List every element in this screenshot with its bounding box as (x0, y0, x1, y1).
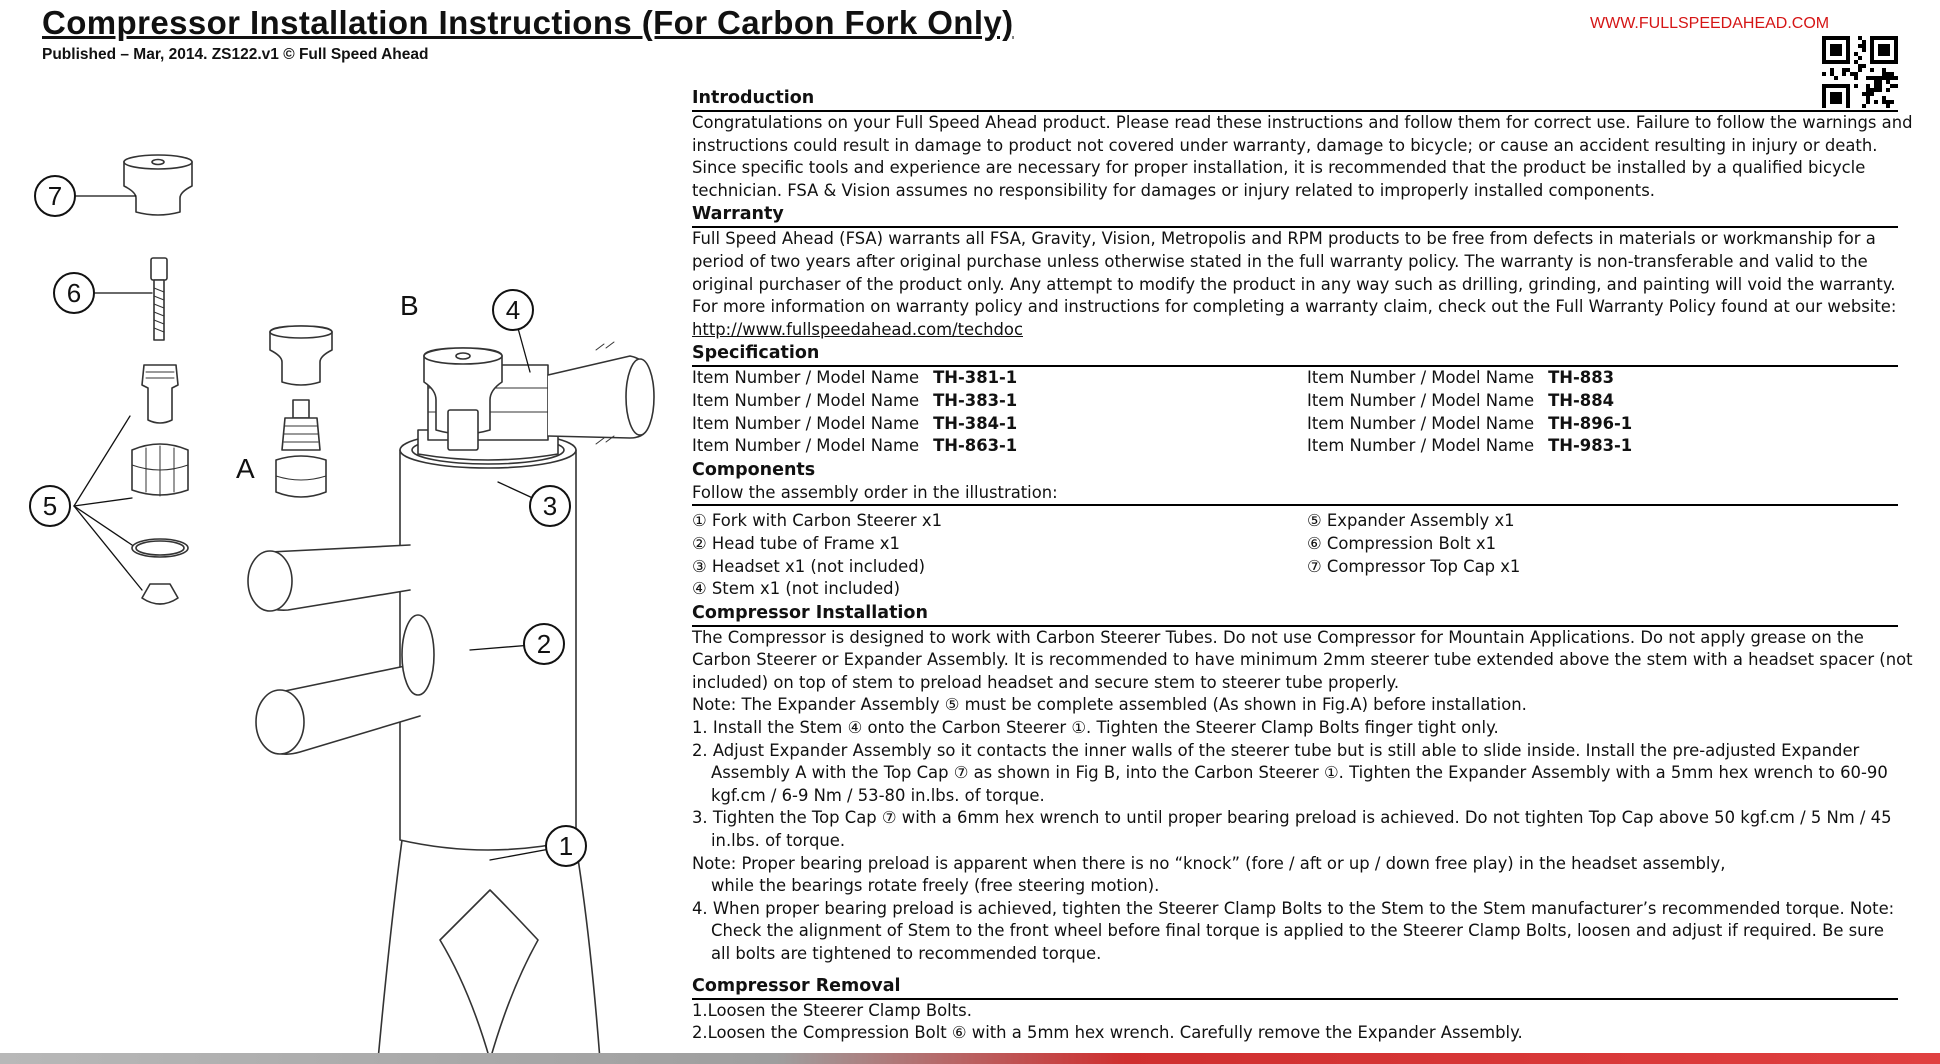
installation-body (692, 627, 1913, 966)
specification-heading: Specification (692, 341, 1898, 367)
installation-line: Check the alignment of Stem to the front wheel before final torque is applied to the Steerer Clamp Bolts, loosen and adjust if required. Be sure (711, 921, 1885, 941)
warranty-line: period of two years after original purchase unless otherwise stated in the full warranty policy. The warranty is non-transferable and valid to the (692, 251, 1868, 271)
expander-assembly-part (132, 365, 188, 604)
introduction-line: instructions could result in damage to product not covered under warranty, damage to bicycle; or cause an accident resulting in injury or death. (692, 135, 1878, 155)
spec-model: TH-896-1 (1548, 413, 1633, 433)
instructions-content (692, 86, 1913, 1045)
installation-line: all bolts are tightened to recommended torque. (711, 944, 1102, 963)
installation-line: The Compressor is designed to work with Carbon Steerer Tubes. Do not use Compressor for Mountain Applications. Do not apply grease on the (692, 627, 1864, 647)
component-item: ④ Stem x1 (not included) (692, 579, 900, 599)
installation-heading: Compressor Installation (692, 601, 1898, 627)
warranty-line: For more information on warranty policy and instructions for completing a warranty claim, check out the Full Warranty Policy found at our website: (692, 297, 1897, 317)
components-list (692, 510, 1898, 600)
spec-model: TH-884 (1548, 390, 1615, 410)
component-item: ③ Headset x1 (not included) (692, 556, 925, 576)
spec-label: Item Number / Model Name (1307, 390, 1535, 410)
website-link[interactable]: WWW.FULLSPEEDAHEAD.COM (1590, 15, 1830, 32)
spec-column-left (692, 367, 1307, 457)
warranty-link[interactable]: http://www.fullspeedahead.com/techdoc (692, 319, 1023, 339)
component-item: ⑤ Expander Assembly x1 (1307, 511, 1515, 531)
spec-model: TH-883 (1548, 368, 1615, 388)
callout-number: 3 (542, 491, 558, 521)
spec-row (1307, 390, 1922, 413)
spec-label: Item Number / Model Name (692, 436, 920, 456)
installation-line: Note: Proper bearing preload is apparent when there is no “knock” (fore / aft or up / down free play) in the headset assembly, (692, 853, 1726, 873)
spec-model: TH-863-1 (933, 436, 1018, 456)
installation-line: Note: The Expander Assembly ⑤ must be complete assembled (As shown in Fig.A) before installation. (692, 695, 1527, 715)
components-column-right (1307, 510, 1922, 600)
spec-row (692, 390, 1307, 413)
components-column-left (692, 510, 1307, 600)
installation-line: Assembly A with the Top Cap ⑦ as shown in Fig B, into the Carbon Steerer ①. Tighten the Expander Assembly with a 5mm hex wrench to 60-90 (711, 763, 1888, 783)
callout-number: 5 (42, 491, 58, 521)
spec-row (692, 435, 1307, 458)
spec-label: Item Number / Model Name (692, 390, 920, 410)
removal-line: 2.Loosen the Compression Bolt ⑥ with a 5mm hex wrench. Carefully remove the Expander Assembly. (692, 1023, 1523, 1043)
publication-info: Published – Mar, 2014. ZS122.v1 © Full Speed Ahead (42, 46, 429, 63)
removal-body (692, 1000, 1898, 1045)
warranty-heading: Warranty (692, 202, 1898, 228)
component-item: ⑥ Compression Bolt x1 (1307, 533, 1497, 553)
spec-model: TH-381-1 (933, 368, 1018, 388)
callout-number: 4 (505, 295, 521, 325)
installation-line: while the bearings rotate freely (free steering motion). (711, 876, 1160, 896)
callout-number: 6 (66, 278, 82, 308)
introduction-body (692, 112, 1913, 202)
warranty-line: original purchaser of the product only. Any attempt to modify the product in any way such as drilling, grinding, and painting will void the warranty. (692, 274, 1896, 294)
installation-line: 3. Tighten the Top Cap ⑦ with a 6mm hex wrench to until proper bearing preload is achieved. Do not tighten Top Cap above 50 kgf.cm / 5 Nm / 45 (692, 808, 1892, 828)
removal-line: 1.Loosen the Steerer Clamp Bolts. (692, 1000, 972, 1020)
assembly-illustration (0, 120, 680, 1060)
spec-row (1307, 413, 1922, 436)
callout-number: 1 (558, 831, 574, 861)
component-item: ① Fork with Carbon Steerer x1 (692, 511, 942, 531)
removal-heading: Compressor Removal (692, 974, 1898, 1000)
installation-line: 4. When proper bearing preload is achieved, tighten the Steerer Clamp Bolts to the Stem to the Stem manufacturer’s recommended torque. Note: (692, 898, 1895, 918)
spec-column-right (1307, 367, 1922, 457)
fig-a-expander (270, 326, 332, 497)
warranty-body (692, 228, 1898, 318)
callout-number: 7 (47, 181, 63, 211)
footer-bar (0, 1053, 1940, 1064)
warranty-line: Full Speed Ahead (FSA) warrants all FSA, Gravity, Vision, Metropolis and RPM products to be free from defects in materials or workmanship for a (692, 229, 1876, 249)
fig-label-a: A (236, 453, 255, 484)
introduction-line: Congratulations on your Full Speed Ahead product. Please read these instructions and follow them for correct use. Failure to follow the warnings and (692, 113, 1913, 132)
installation-line: kgf.cm / 6-9 Nm / 53-80 in.lbs. of torque. (711, 785, 1045, 805)
spec-label: Item Number / Model Name (692, 413, 920, 433)
components-intro: Follow the assembly order in the illustration: (692, 482, 1898, 507)
page-title: Compressor Installation Instructions (For Carbon Fork Only) (42, 4, 1014, 41)
spec-model: TH-383-1 (933, 390, 1018, 410)
components-heading: Components (692, 459, 816, 480)
installation-line: included) on top of stem to preload headset and secure stem to steerer tube properly. (692, 672, 1400, 692)
spec-model: TH-983-1 (1548, 436, 1633, 456)
spec-row (692, 367, 1307, 390)
installation-line: 2. Adjust Expander Assembly so it contacts the inner walls of the steerer tube but is still able to slide inside. Install the pre-adjusted Expander (692, 740, 1860, 760)
spec-row (1307, 435, 1922, 458)
component-item: ⑦ Compressor Top Cap x1 (1307, 556, 1521, 576)
introduction-line: technician. FSA & Vision assumes no responsibility for damages or injury related to improperly installed components. (692, 180, 1655, 200)
spec-row (692, 413, 1307, 436)
installation-line: Carbon Steerer or Expander Assembly. It is recommended to have minimum 2mm steerer tube extended above the stem with a headset spacer (not (692, 650, 1913, 670)
top-cap-part (124, 155, 192, 215)
component-item: ② Head tube of Frame x1 (692, 533, 900, 553)
installation-line: 1. Install the Stem ④ onto the Carbon Steerer ①. Tighten the Steerer Clamp Bolts finger tight only. (692, 718, 1499, 738)
compression-bolt-part (151, 258, 167, 340)
specification-table (692, 367, 1898, 457)
spec-label: Item Number / Model Name (1307, 413, 1535, 433)
spec-label: Item Number / Model Name (1307, 436, 1535, 456)
spec-model: TH-384-1 (933, 413, 1018, 433)
callout-number: 2 (536, 629, 552, 659)
installation-line: in.lbs. of torque. (711, 831, 846, 851)
fig-label-b: B (400, 290, 419, 321)
introduction-heading: Introduction (692, 86, 1898, 112)
spec-row (1307, 367, 1922, 390)
spec-label: Item Number / Model Name (692, 368, 920, 388)
spec-label: Item Number / Model Name (1307, 368, 1535, 388)
introduction-line: Since specific tools and experience are necessary for proper installation, it is recommended that the product be installed by a qualified bicycle (692, 158, 1866, 178)
